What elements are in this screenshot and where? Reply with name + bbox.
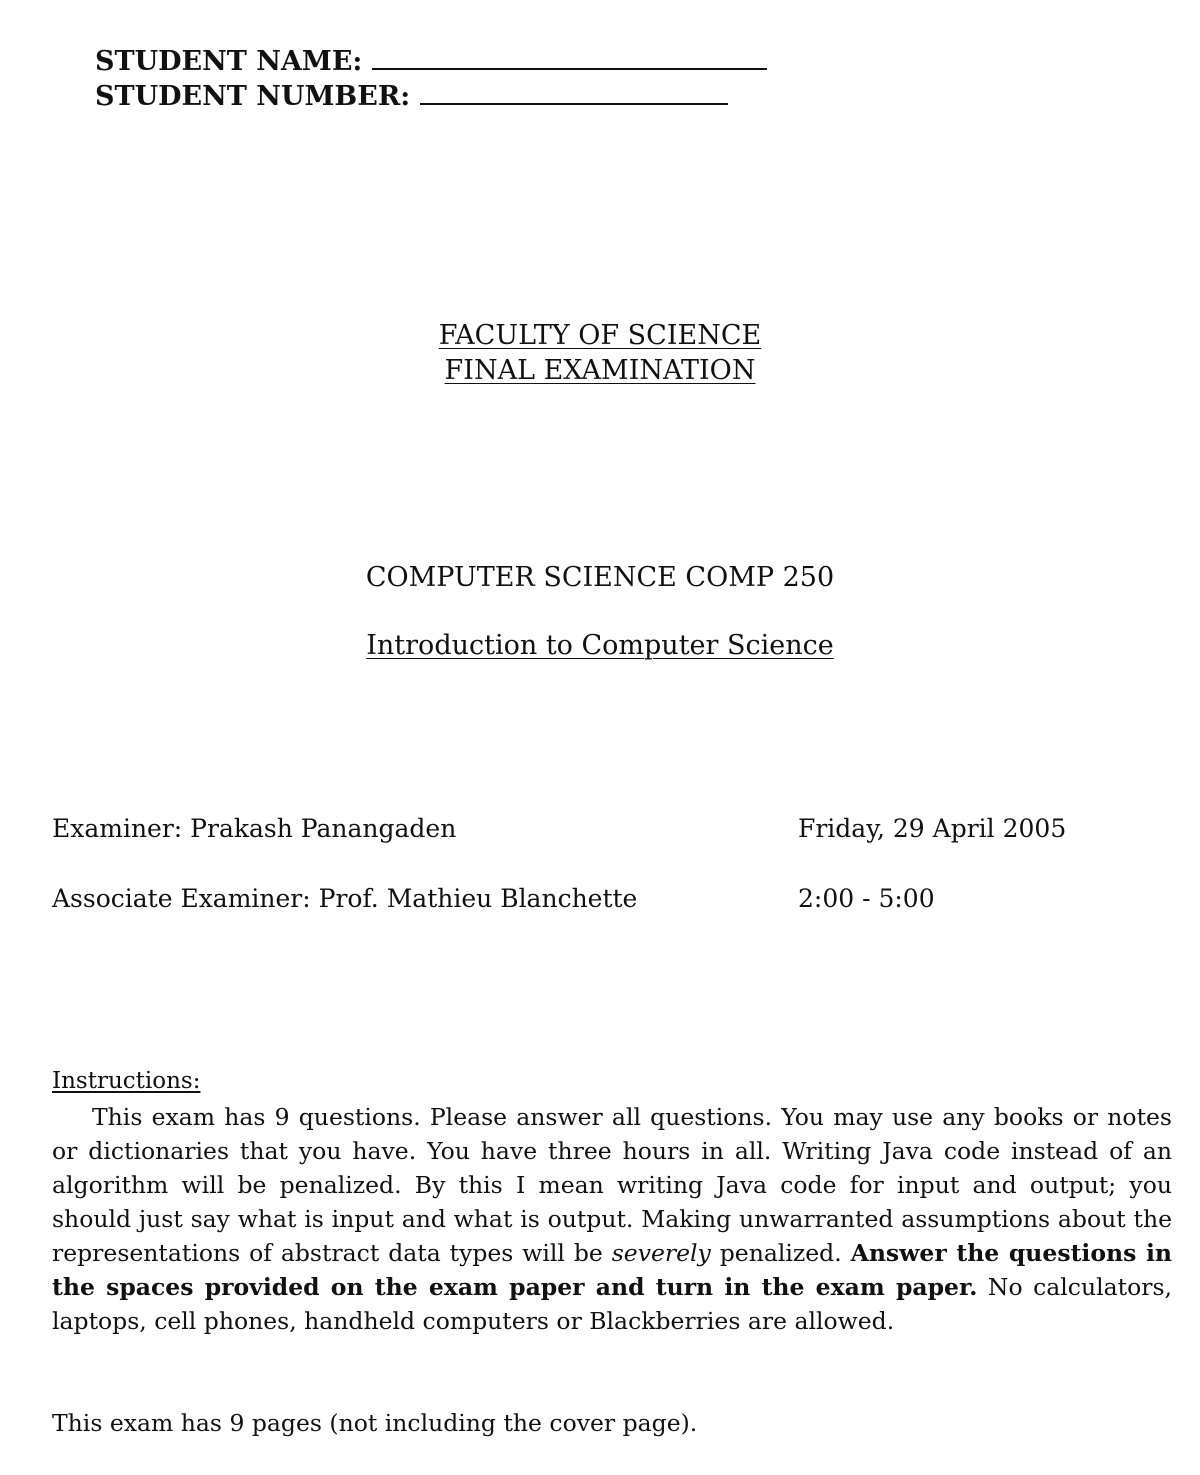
course-code-heading: COMPUTER SCIENCE COMP 250	[365, 562, 835, 593]
exam-time: 2:00 - 5:00	[798, 884, 935, 913]
associate-examiner-line: Associate Examiner: Prof. Mathieu Blanchette	[52, 884, 638, 913]
exam-date: Friday, 29 April 2005	[798, 814, 1067, 843]
exam-type-heading: FINAL EXAMINATION	[444, 355, 756, 386]
pages-note: This exam has 9 pages (not including the cover page).	[52, 1409, 698, 1437]
bold-instruction: Answer the questions in the spaces provided on the exam paper and turn in the exam paper.	[52, 1239, 1172, 1301]
student-number-blank-line[interactable]	[420, 102, 728, 105]
student-name-label: STUDENT NAME:	[95, 46, 363, 77]
student-name-blank-line[interactable]	[372, 67, 767, 70]
student-number-field	[95, 81, 728, 112]
examiner-line: Examiner: Prakash Panangaden	[52, 814, 457, 843]
faculty-heading: FACULTY OF SCIENCE	[438, 320, 762, 351]
course-title-heading: Introduction to Computer Science	[366, 630, 834, 661]
emphasis-severely: severely	[611, 1239, 711, 1267]
instructions-heading: Instructions:	[52, 1068, 201, 1094]
student-name-field	[95, 46, 767, 77]
student-number-label: STUDENT NUMBER:	[95, 81, 411, 112]
instructions-paragraph: This exam has 9 questions. Please answer all questions. You may use any books or notes or dictionaries that you have. You have three hours in all. Writing Java code instead of an algorithm will be penalized. By this I mean writing Java code for input and output; you should just say what is input and what is output. Making unwarranted assumptions about the representations of abstract data types will be severely penalized. Answer the questions in the spaces provided on the exam paper and turn in the exam paper. No calculators, laptops, cell phones, handheld computers or Blackberries are allowed.	[52, 1103, 1172, 1335]
